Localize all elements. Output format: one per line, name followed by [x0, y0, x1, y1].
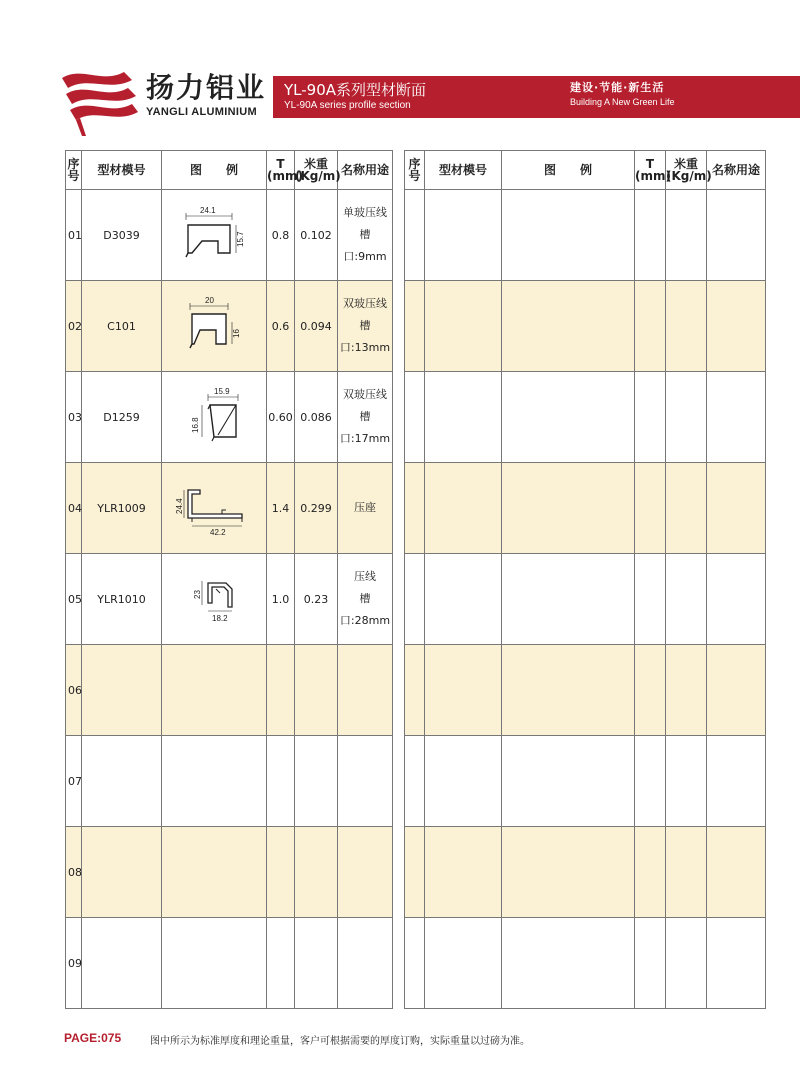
col-header-no: 序 号: [405, 151, 425, 190]
col-header-thickness: T (mm): [635, 151, 666, 190]
row-number: 09: [66, 918, 82, 1009]
dim-width: 42.2: [210, 528, 226, 537]
usage: 压座: [338, 463, 393, 554]
model-code: D3039: [82, 190, 162, 281]
profile-diagram: [162, 190, 267, 281]
col-header-model: 型材模号: [425, 151, 502, 190]
meter-weight: 0.23: [295, 554, 338, 645]
row-number: 03: [66, 372, 82, 463]
table-row: [66, 736, 393, 827]
meter-weight: 0.299: [295, 463, 338, 554]
usage: [338, 645, 393, 736]
thickness: 0.8: [267, 190, 295, 281]
profile-ylr1009-drawing: [162, 468, 266, 548]
row-number: 01: [66, 190, 82, 281]
brand-name-cn: 扬力铝业: [146, 71, 267, 104]
usage: 单玻压线 槽口:9mm: [338, 190, 393, 281]
table-row: [66, 372, 393, 463]
table-row: [405, 918, 766, 1009]
profile-ylr1010-drawing: [162, 559, 266, 639]
col-header-diagram: 图 例: [502, 151, 635, 190]
profile-diagram: [162, 645, 267, 736]
table-header-row: [66, 151, 393, 190]
profile-diagram: [162, 918, 267, 1009]
dim-height: 15.7: [236, 231, 245, 247]
meter-weight: [295, 736, 338, 827]
profile-d1259-drawing: [162, 377, 266, 457]
meter-weight: 0.102: [295, 190, 338, 281]
model-code: C101: [82, 281, 162, 372]
model-code: YLR1009: [82, 463, 162, 554]
model-code: [82, 736, 162, 827]
meter-weight: [295, 645, 338, 736]
profile-diagram: [162, 463, 267, 554]
dim-width: 15.9: [214, 387, 230, 396]
table-row: [405, 372, 766, 463]
table-row: [405, 190, 766, 281]
dim-height: 16: [232, 329, 241, 338]
meter-weight: [295, 918, 338, 1009]
profile-d3039-drawing: [162, 195, 266, 275]
table-row: [405, 736, 766, 827]
table-row: [66, 463, 393, 554]
table-row: [405, 554, 766, 645]
thickness: [267, 645, 295, 736]
slogan-en: Building A New Green Life: [570, 97, 675, 107]
table-row: [405, 827, 766, 918]
profile-table-right: [404, 150, 766, 1009]
model-code: D1259: [82, 372, 162, 463]
table-row: [66, 554, 393, 645]
footer-note: 图中所示为标准厚度和理论重量，客户可根据需要的厚度订购，实际重量以过磅为准。: [150, 1036, 530, 1047]
profile-table-left: [65, 150, 393, 1009]
meter-weight: 0.086: [295, 372, 338, 463]
row-number: 07: [66, 736, 82, 827]
usage: [338, 918, 393, 1009]
series-title-en: YL-90A series profile section: [284, 100, 411, 111]
thickness: [267, 827, 295, 918]
yangli-logo: [58, 64, 140, 138]
table-row: [405, 645, 766, 736]
thickness: 0.6: [267, 281, 295, 372]
profile-diagram: [162, 554, 267, 645]
row-number: 02: [66, 281, 82, 372]
usage: 双玻压线 槽口:13mm: [338, 281, 393, 372]
col-header-thickness: T (mm): [267, 151, 295, 190]
col-header-weight: 米重 (Kg/m): [666, 151, 707, 190]
col-header-weight: 米重 (Kg/m): [295, 151, 338, 190]
usage: 压线 槽口:28mm: [338, 554, 393, 645]
col-header-model: 型材模号: [82, 151, 162, 190]
profile-diagram: [162, 827, 267, 918]
model-code: [82, 645, 162, 736]
dim-width: 18.2: [212, 614, 228, 623]
table-row: [405, 463, 766, 554]
table-row: [66, 190, 393, 281]
table-row: [405, 281, 766, 372]
profile-diagram: [162, 281, 267, 372]
table-row: [66, 645, 393, 736]
row-number: 08: [66, 827, 82, 918]
table-row: [66, 918, 393, 1009]
meter-weight: [295, 827, 338, 918]
thickness: 0.60: [267, 372, 295, 463]
model-code: YLR1010: [82, 554, 162, 645]
dim-height: 23: [193, 590, 202, 599]
table-row: [66, 827, 393, 918]
meter-weight: 0.094: [295, 281, 338, 372]
table-row: [66, 281, 393, 372]
table-header-row: [405, 151, 766, 190]
usage: [338, 736, 393, 827]
row-number: 05: [66, 554, 82, 645]
thickness: [267, 918, 295, 1009]
dim-width: 24.1: [200, 206, 216, 215]
dim-width: 20: [205, 296, 214, 305]
profile-diagram: [162, 736, 267, 827]
slogan-cn: 建设·节能·新生活: [570, 81, 665, 94]
usage: [338, 827, 393, 918]
series-title-cn: YL-90A系列型材断面: [284, 81, 427, 99]
model-code: [82, 918, 162, 1009]
dim-height: 24.4: [175, 498, 184, 514]
thickness: [267, 736, 295, 827]
model-code: [82, 827, 162, 918]
col-header-usage: 名称用途: [707, 151, 766, 190]
row-number: 04: [66, 463, 82, 554]
profile-diagram: [162, 372, 267, 463]
page-number: PAGE:075: [64, 1031, 122, 1045]
brand-name-en: YANGLI ALUMINIUM: [146, 106, 257, 118]
row-number: 06: [66, 645, 82, 736]
col-header-usage: 名称用途: [338, 151, 393, 190]
usage: 双玻压线 槽口:17mm: [338, 372, 393, 463]
col-header-no: 序 号: [66, 151, 82, 190]
col-header-diagram: 图 例: [162, 151, 267, 190]
thickness: 1.4: [267, 463, 295, 554]
dim-height: 16.8: [191, 417, 200, 433]
profile-c101-drawing: [162, 286, 266, 366]
thickness: 1.0: [267, 554, 295, 645]
